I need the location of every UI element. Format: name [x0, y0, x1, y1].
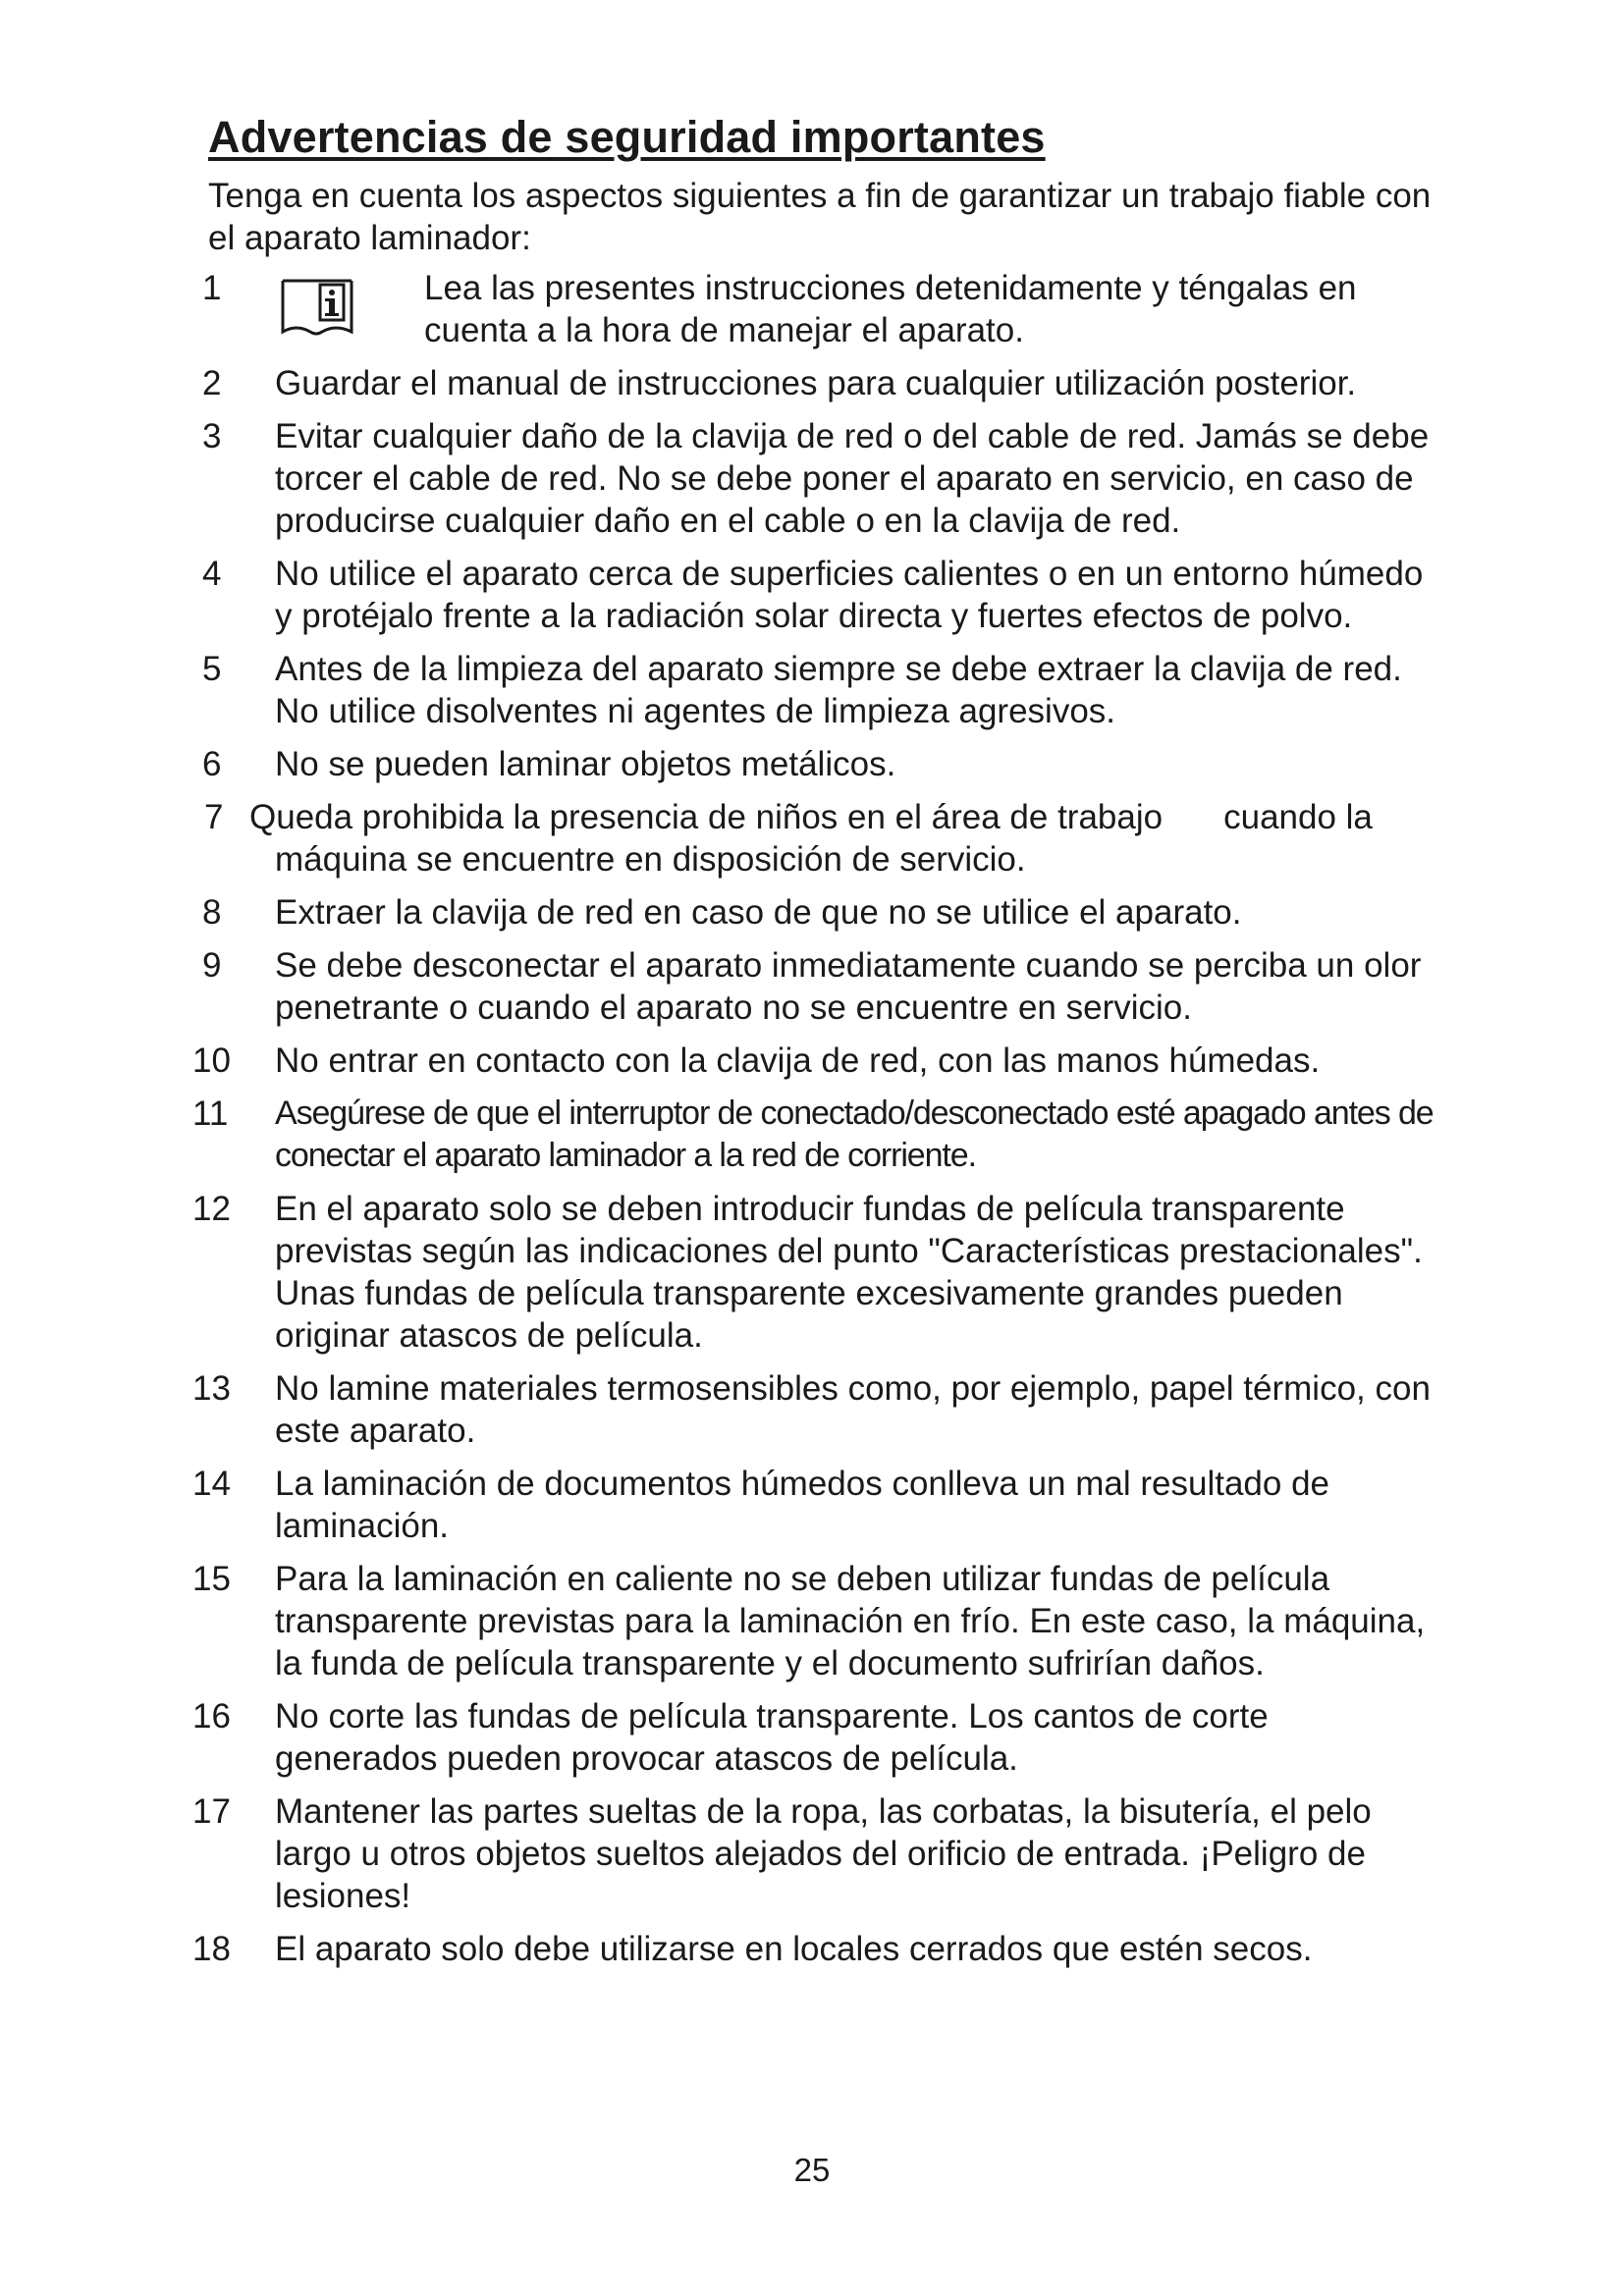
list-item — [0, 1928, 1624, 1970]
item-number: 16 — [192, 1697, 231, 1735]
item-text: Lea las presentes instrucciones detenidamente y téngalas en cuenta a la hora de manejar el aparato. — [424, 269, 1357, 349]
item-number: 3 — [202, 417, 222, 455]
item-number: 7 — [204, 798, 224, 836]
item-number: 14 — [192, 1465, 231, 1503]
item-text: La laminación de documentos húmedos conlleva un mal resultado de laminación. — [275, 1465, 1329, 1545]
list-item — [0, 1040, 1624, 1082]
item-number: 11 — [192, 1095, 229, 1133]
list-item — [0, 267, 1624, 351]
item-text: Asegúrese de que el interruptor de conectado/desconectado esté apagado antes de conectar el aparato laminador a la red de corriente. — [275, 1095, 1434, 1174]
list-item — [0, 891, 1624, 934]
item-text — [249, 796, 1447, 881]
list-item — [0, 1695, 1624, 1780]
intro-paragraph: Tenga en cuenta los aspectos siguientes a fin de garantizar un trabajo fiable con el aparato laminador: — [208, 177, 1432, 257]
item-text-part3: máquina se encuentre en disposición de servicio. — [275, 840, 1026, 879]
item-number: 18 — [192, 1930, 231, 1968]
item-text-part2: cuando la — [1223, 798, 1373, 836]
item-number: 6 — [202, 745, 222, 783]
item-text: Extraer la clavija de red en caso de que no se utilice el aparato. — [275, 893, 1242, 932]
item-text: No corte las fundas de película transparente. Los cantos de corte generados pueden provocar atascos de película. — [275, 1697, 1269, 1778]
item-text: Para la laminación en caliente no se deben utilizar fundas de película transparente previstas para la laminación en frío. En este caso, la máquina, la funda de película transparente y el documento sufrirían daños. — [275, 1560, 1426, 1682]
item-text: No entrar en contacto con la clavija de red, con las manos húmedas. — [275, 1041, 1321, 1080]
item-text: El aparato solo debe utilizarse en locales cerrados que estén secos. — [275, 1930, 1313, 1968]
list-item — [0, 1463, 1624, 1547]
item-number: 13 — [192, 1369, 231, 1408]
list-item — [0, 1188, 1624, 1357]
item-text: No utilice el aparato cerca de superficies calientes o en un entorno húmedo y protéjalo frente a la radiación solar directa y fuertes efectos de polvo. — [275, 555, 1424, 635]
item-text: No lamine materiales termosensibles como, por ejemplo, papel térmico, con este aparato. — [275, 1369, 1431, 1450]
item-number: 12 — [192, 1190, 231, 1228]
item-number: 8 — [202, 893, 222, 932]
item-number: 15 — [192, 1560, 231, 1598]
list-item — [0, 1367, 1624, 1452]
item-text: Antes de la limpieza del aparato siempre se debe extraer la clavija de red. No utilice disolventes ni agentes de limpieza agresivos. — [275, 650, 1402, 730]
list-item — [0, 362, 1624, 404]
list-item — [0, 1790, 1624, 1917]
list-item — [0, 553, 1624, 637]
list-item — [0, 648, 1624, 732]
item-text: No se pueden laminar objetos metálicos. — [275, 745, 896, 783]
item-number: 9 — [202, 946, 222, 985]
item-number: 4 — [202, 555, 222, 593]
item-text: Evitar cualquier daño de la clavija de red o del cable de red. Jamás se debe torcer el cable de red. No se debe poner el aparato en servicio, en caso de producirse cualquier daño en el cable o en la clavija de red. — [275, 417, 1430, 540]
item-text-part1: Queda prohibida la presencia de niños en el área de trabajo — [249, 798, 1164, 836]
list-item — [0, 743, 1624, 785]
item-text: Mantener las partes sueltas de la ropa, las corbatas, la bisutería, el pelo largo u otros objetos sueltos alejados del orificio de entrada. ¡Peligro de lesiones! — [275, 1792, 1372, 1915]
item-number: 5 — [202, 650, 222, 688]
list-item — [0, 1093, 1624, 1177]
item-number: 10 — [192, 1041, 231, 1080]
list-item — [0, 796, 1624, 881]
item-number: 17 — [192, 1792, 231, 1831]
item-text: Se debe desconectar el aparato inmediatamente cuando se perciba un olor penetrante o cuando el aparato no se encuentre en servicio. — [275, 946, 1422, 1027]
list-item — [0, 1558, 1624, 1684]
page-number: 25 — [793, 2152, 831, 2188]
page-title: Advertencias de seguridad importantes — [208, 112, 1046, 162]
item-number: 1 — [202, 269, 222, 307]
list-item — [0, 415, 1624, 542]
item-number: 2 — [202, 364, 222, 402]
item-text: Guardar el manual de instrucciones para cualquier utilización posterior. — [275, 364, 1357, 402]
safety-warnings-list — [0, 267, 1624, 1981]
list-item — [0, 944, 1624, 1029]
manual-info-icon — [273, 273, 363, 344]
item-text: En el aparato solo se deben introducir fundas de película transparente previstas según las indicaciones del punto "Características prestacionales". Unas fundas de película transparente excesivamente grandes pueden originar atascos de película. — [275, 1190, 1423, 1355]
